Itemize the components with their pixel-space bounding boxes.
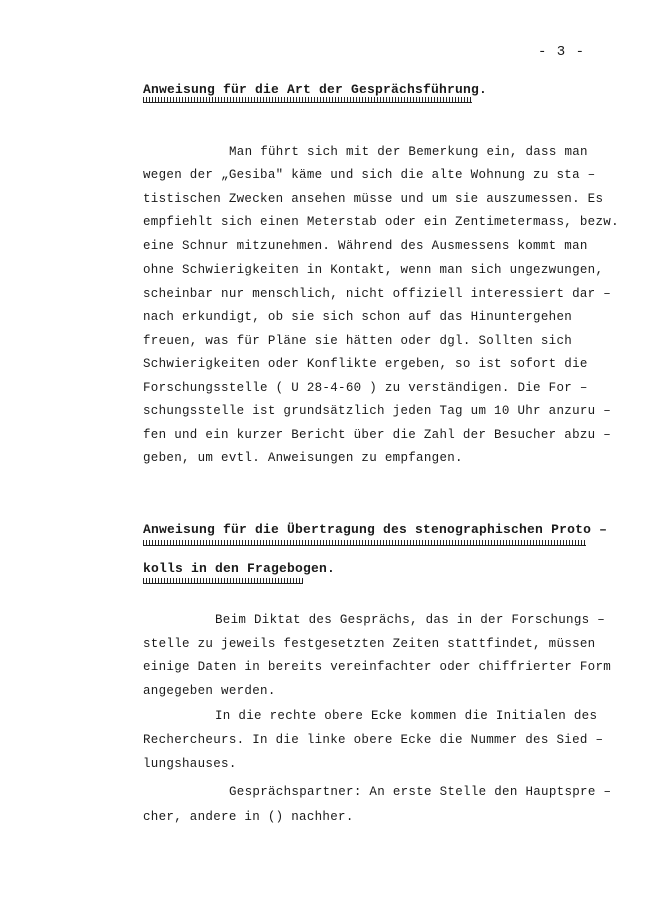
body-line: schungsstelle ist grundsätzlich jeden Tag um 10 Uhr anzuru –: [143, 404, 612, 418]
body-line: ohne Schwierigkeiten in Kontakt, wenn man sich ungezwungen,: [143, 263, 604, 277]
section2-heading-line2: kolls in den Fragebogen.: [143, 561, 336, 576]
body-line: nach erkundigt, ob sie sich schon auf das Hinuntergehen: [143, 310, 573, 324]
section2-heading-underline: [143, 540, 586, 546]
body-line: Schwierigkeiten oder Konflikte ergeben, so ist sofort die: [143, 357, 588, 371]
body-line: einige Daten in bereits vereinfachter oder chiffrierter Form: [143, 660, 612, 674]
body-line: Forschungsstelle ( U 28-4-60 ) zu verständigen. Die For –: [143, 381, 588, 395]
body-line: empfiehlt sich einen Meterstab oder ein Zentimetermass, bezw.: [143, 215, 619, 229]
body-line: Beim Diktat des Gesprächs, das in der Forschungs –: [215, 613, 606, 627]
body-line: Gesprächspartner: An erste Stelle den Hauptspre –: [229, 785, 612, 799]
section2-heading-underline: [143, 578, 303, 584]
section2-heading-line1: Anweisung für die Übertragung des stenographischen Proto –: [143, 522, 608, 537]
body-line: geben, um evtl. Anweisungen zu empfangen.: [143, 451, 463, 465]
section1-heading-underline: [143, 97, 472, 103]
body-line: angegeben werden.: [143, 684, 276, 698]
body-line: In die rechte obere Ecke kommen die Initialen des: [215, 709, 598, 723]
body-line: cher, andere in () nachher.: [143, 810, 354, 824]
body-line: freuen, was für Pläne sie hätten oder dgl. Sollten sich: [143, 334, 573, 348]
body-line: fen und ein kurzer Bericht über die Zahl der Besucher abzu –: [143, 428, 612, 442]
section1-heading: Anweisung für die Art der Gesprächsführung.: [143, 82, 488, 97]
body-line: eine Schnur mitzunehmen. Während des Ausmessens kommt man: [143, 239, 588, 253]
body-line: stelle zu jeweils festgesetzten Zeiten stattfindet, müssen: [143, 637, 596, 651]
body-line: Rechercheurs. In die linke obere Ecke die Nummer des Sied –: [143, 733, 604, 747]
body-line: wegen der „Gesiba" käme und sich die alte Wohnung zu sta –: [143, 168, 596, 182]
body-line: lungshauses.: [143, 757, 237, 771]
body-line: Man führt sich mit der Bemerkung ein, dass man: [229, 145, 588, 159]
page-number: - 3 -: [538, 44, 586, 60]
body-line: tistischen Zwecken ansehen müsse und um sie auszumessen. Es: [143, 192, 604, 206]
body-line: scheinbar nur menschlich, nicht offiziell interessiert dar –: [143, 287, 612, 301]
